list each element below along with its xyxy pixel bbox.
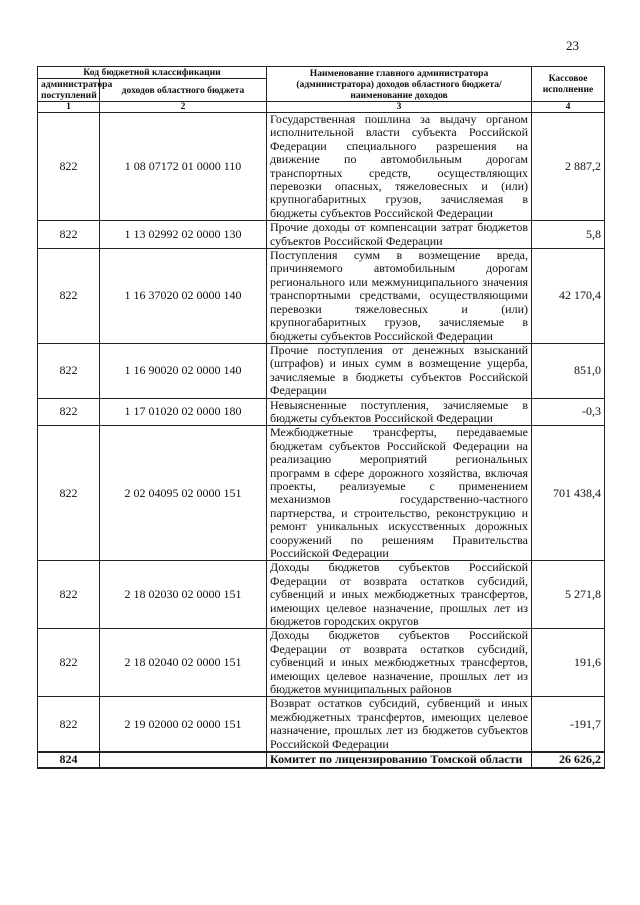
budget-table [37,66,605,769]
admin-code: 822 [38,629,100,697]
income-name: Доходы бюджетов субъектов Российской Федерации от возврата остатков субсидий, субвенций и иных межбюджетных трансфертов, имеющих целевое назначение, прошлых лет из бюджетов муниципальных районов [267,629,532,697]
table-row [38,697,605,752]
header-classification-group: Код бюджетной классификации [38,67,267,79]
admin-code: 822 [38,113,100,221]
page-number: 23 [566,38,579,53]
total-row [38,752,605,767]
total-admin-code: 824 [38,752,100,767]
income-code: 1 17 01020 02 0000 180 [100,398,267,426]
total-name: Комитет по лицензированию Томской области [267,752,532,767]
execution-value: 2 887,2 [532,113,605,221]
admin-code: 822 [38,221,100,249]
execution-value: -0,3 [532,398,605,426]
income-name: Межбюджетные трансферты, передаваемые бюджетам субъектов Российской Федерации на реализацию мероприятий региональных программ в сфере дорожного хозяйства, включая проекты, реализуемые с применением механизмов государственно-частного партнерства, и строительство, реконструкцию и ремонт уникальных искусственных дорожных сооружений по решениям Правительства Российской Федерации [267,426,532,561]
income-code: 1 16 37020 02 0000 140 [100,249,267,344]
execution-value: 701 438,4 [532,426,605,561]
income-code: 2 02 04095 02 0000 151 [100,426,267,561]
income-name: Прочие поступления от денежных взысканий (штрафов) и иных сумм в возмещение ущерба, зачисляемые в бюджеты субъектов Российской Федерации [267,343,532,398]
execution-value: 5,8 [532,221,605,249]
total-income-code [100,752,267,767]
execution-value: -191,7 [532,697,605,752]
admin-code: 822 [38,343,100,398]
table-row [38,249,605,344]
income-code: 1 16 90020 02 0000 140 [100,343,267,398]
admin-code: 822 [38,249,100,344]
column-number-1: 1 [38,102,100,113]
header-income-column: доходов областного бюджета [100,79,267,102]
header-name-column: Наименование главного администратора (администратора) доходов областного бюджета/ наименование доходов [267,67,532,102]
admin-code: 822 [38,426,100,561]
table-row [38,343,605,398]
table-row [38,629,605,697]
admin-code: 822 [38,561,100,629]
income-name: Невыясненные поступления, зачисляемые в бюджеты субъектов Российской Федерации [267,398,532,426]
admin-code: 822 [38,398,100,426]
execution-value: 191,6 [532,629,605,697]
income-name: Государственная пошлина за выдачу органом исполнительной власти субъекта Российской Федерации специального разрешения на движение по автомобильным дорогам транспортных средств, осуществляющих перевозки опасных, тяжеловесных и (или) крупногабаритных грузов, зачисляемая в бюджеты субъектов Российской Федерации [267,113,532,221]
execution-value: 42 170,4 [532,249,605,344]
header-execution-column: Кассовое исполнение [532,67,605,102]
income-name: Доходы бюджетов субъектов Российской Федерации от возврата остатков субсидий, субвенций и иных межбюджетных трансфертов, имеющих целевое назначение, прошлых лет из бюджетов городских округов [267,561,532,629]
execution-value: 851,0 [532,343,605,398]
income-code: 1 08 07172 01 0000 110 [100,113,267,221]
income-name: Прочие доходы от компенсации затрат бюджетов субъектов Российской Федерации [267,221,532,249]
column-number-3: 3 [267,102,532,113]
admin-code: 822 [38,697,100,752]
table-row [38,113,605,221]
total-value: 26 626,2 [532,752,605,767]
income-name: Возврат остатков субсидий, субвенций и иных межбюджетных трансфертов, имеющих целевое назначение, прошлых лет из бюджетов субъектов Российской Федерации [267,697,532,752]
table-row [38,221,605,249]
table-row [38,426,605,561]
execution-value: 5 271,8 [532,561,605,629]
income-code: 2 18 02040 02 0000 151 [100,629,267,697]
income-code: 1 13 02992 02 0000 130 [100,221,267,249]
header-admin-column: администратора поступлений [38,79,100,102]
column-number-4: 4 [532,102,605,113]
table-row [38,561,605,629]
income-code: 2 19 02000 02 0000 151 [100,697,267,752]
income-code: 2 18 02030 02 0000 151 [100,561,267,629]
table-row [38,398,605,426]
column-number-2: 2 [100,102,267,113]
income-name: Поступления сумм в возмещение вреда, причиняемого автомобильным дорогам регионального или межмуниципального значения транспортными средствами, осуществляющими перевозки тяжеловесных и (или) крупногабаритных грузов, зачисляемые в бюджеты субъектов Российской Федерации [267,249,532,344]
